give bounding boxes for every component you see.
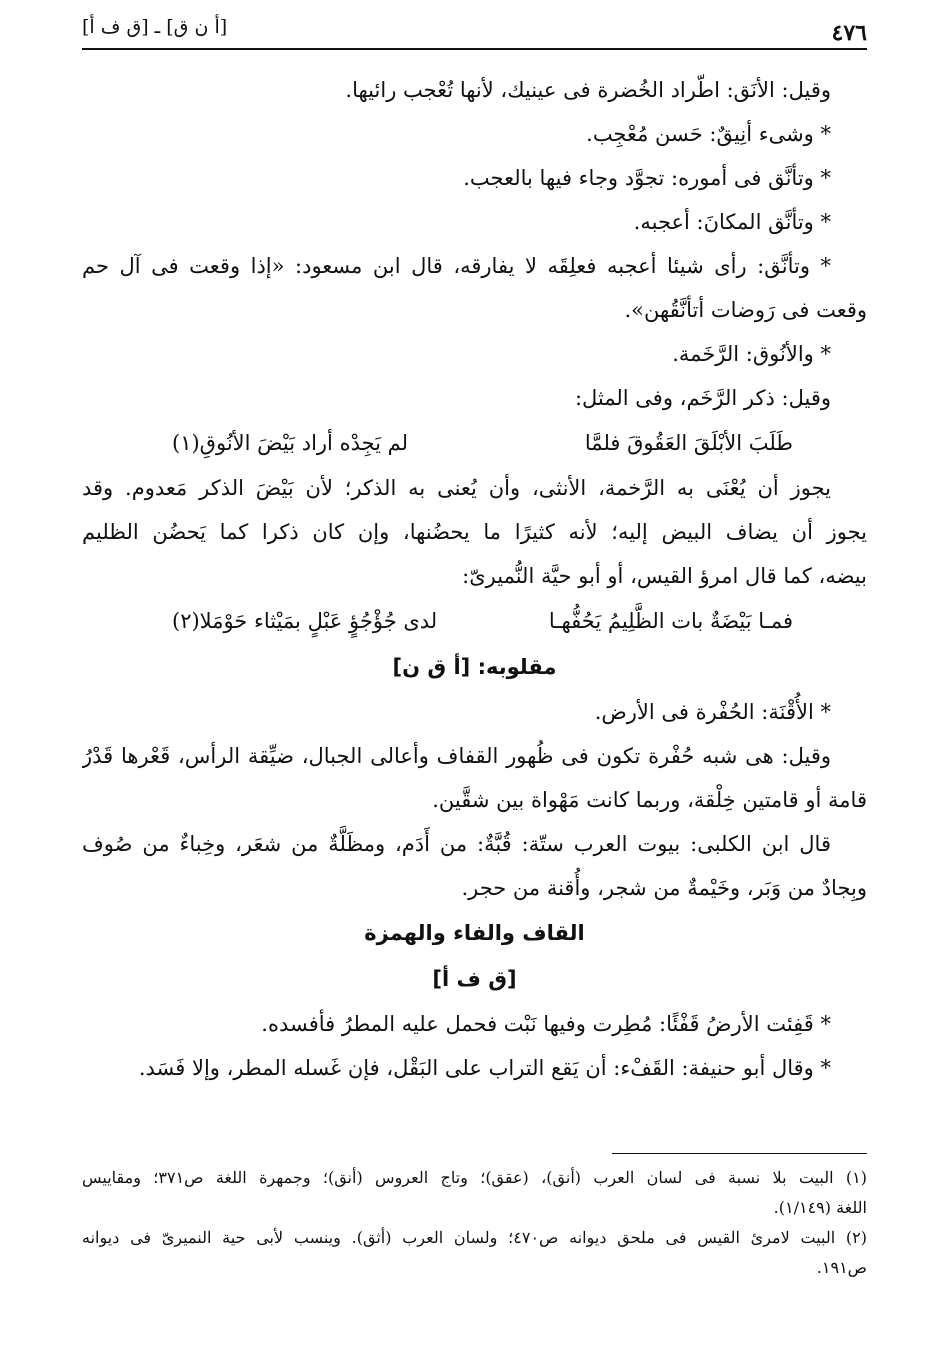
verse-second-hemistich: لم يَجِدْه أراد بَيْضَ الأنُوقِ(١) — [172, 431, 409, 455]
text-line: وبِجادٌ من وَبَر، وخَيْمةٌ من شجر، وأُقنة من حجر. — [461, 876, 867, 900]
text-line: * قَفِئت الأرضُ قَفْئًا: مُطِرت وفيها نَبْت فحمل عليه المطرُ فأفسده. — [261, 1012, 831, 1036]
verse-line — [82, 598, 867, 644]
text-line: يجوز أن يضاف البيض إليه؛ لأنه كثيرًا ما يحضُنها، وإن كان ذكرا كما يَحضُن الظليم — [82, 520, 867, 544]
text-line: وقيل: هى شبه حُفْرة تكون فى ظُهور القفاف وأعالى الجبال، ضيِّقة الرأس، قَعْرها قَدْرُ — [82, 744, 831, 768]
footnote-list — [82, 1163, 867, 1283]
footnote-line: (١) البيت بلا نسبة فى لسان العرب (أنق)، (عقق)؛ وتاج العروس (أنق)؛ وجمهرة اللغة ص٣٧١؛ ومقاييس — [82, 1168, 867, 1187]
footnote-line: (٢) البيت لامرئ القيس فى ملحق ديوانه ص٤٧٠؛ ولسان العرب (أثق). وينسب لأبى حية النميرىّ فى ديوانه — [82, 1228, 867, 1247]
text-line: وقعت فى رَوضات أتأنَّقُهن». — [624, 298, 867, 322]
text-line: قامة أو قامتين خِلْقة، وربما كانت مَهْواة بين شقَّين. — [432, 788, 867, 812]
text-line: * والأنُوق: الرَّخَمة. — [672, 342, 831, 366]
verse-second-hemistich: لدى جُؤْجُؤٍ عَبْلٍ بمَيْثاء حَوْمَلا(٢) — [172, 609, 438, 633]
footnote-line: اللغة (١/١٤٩). — [773, 1198, 867, 1217]
verse-first-hemistich: فمـا بَيْضَةٌ بات الظَّلِيمُ يَحُفُّهـا — [548, 609, 793, 633]
text-line: يجوز أن يُعْنَى به الرَّخمة، الأنثى، وأن يُعنى به الذكر؛ لأن بَيْضَ الذكر مَعدوم. وقد — [82, 476, 831, 500]
text-line: قال ابن الكلبى: بيوت العرب ستّة: قُبَّةٌ: من أَدَم، ومظَلَّةٌ من شعَر، وخِباءٌ من صُوف — [82, 832, 831, 856]
footnote-separator — [612, 1153, 867, 1154]
page-number: ٤٧٦ — [831, 20, 867, 46]
footnote-line: ص١٩١. — [816, 1258, 867, 1277]
section-heading: مقلوبه: [أ ق ن] — [392, 655, 557, 679]
main-text — [82, 68, 867, 1090]
text-line: * وتأنَّق: رأى شيئا أعجبه فعلِقَه لا يفارقه، قال ابن مسعود: «إذا وقعت فى آل حم — [82, 254, 831, 278]
text-line: * وتأنَّق المكانَ: أعجبه. — [633, 210, 831, 234]
footnote — [82, 1163, 867, 1223]
text-line: * الأُقْنَة: الحُفْرة فى الأرض. — [594, 700, 831, 724]
running-head: [أ ن ق] ـ [ق ف أ] — [82, 16, 228, 38]
page-header — [82, 14, 867, 50]
verse-first-hemistich: طَلَبَ الأبْلَقَ العَقُوقَ فلمَّا — [584, 431, 793, 455]
footnote — [82, 1223, 867, 1283]
text-line: وقيل: الأنَق: اطّراد الخُضرة فى عينيك، لأنها تُعْجب رائيها. — [345, 78, 831, 102]
text-line: وقيل: ذكر الرَّخَم، وفى المثل: — [574, 386, 831, 410]
text-line: بيضه، كما قال امرؤ القيس، أو أبو حيَّة النُّميرىّ: — [462, 564, 867, 588]
section-heading: [ق ف أ] — [432, 967, 517, 991]
text-line: * وشىء أنِيقٌ: حَسن مُعْجِب. — [586, 122, 831, 146]
text-line: * وقال أبو حنيفة: القَفْء: أن يَقع التراب على البَقْل، فإن غَسله المطر، وإلا فَسَد. — [138, 1056, 831, 1080]
text-line: * وتأنَّق فى أموره: تجوَّد وجاء فيها بالعجب. — [463, 166, 831, 190]
section-heading: القاف والفاء والهمزة — [364, 921, 585, 945]
verse-line — [82, 420, 867, 466]
